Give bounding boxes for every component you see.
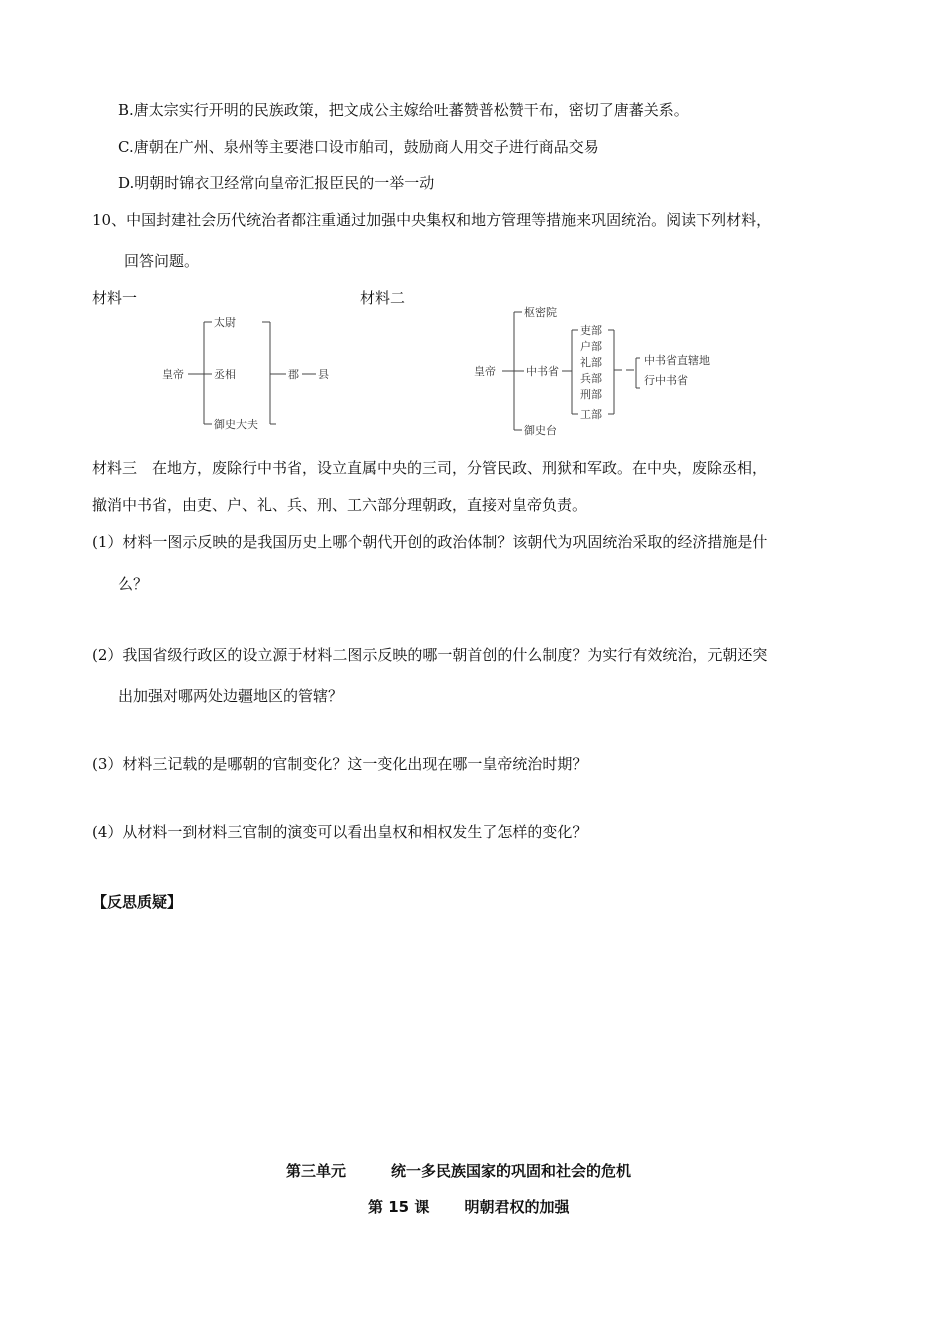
question-10-stem: 10、中国封建社会历代统治者都注重通过加强中央集权和地方管理等措施来巩固统治。阅读下列材料，	[92, 211, 772, 229]
m2-xing: 刑部	[580, 388, 602, 401]
material-1-diagram	[150, 312, 380, 437]
m2-hu: 户部	[580, 340, 602, 353]
sub-question-1: (1）材料一图示反映的是我国历史上哪个朝代开创的政治体制？该朝代为巩固统治采取的经济措施是什	[92, 533, 768, 551]
m2-li: 吏部	[580, 324, 602, 337]
m1-emperor: 皇帝	[162, 368, 184, 381]
sub-question-2-cont: 出加强对哪两处边疆地区的管辖？	[118, 687, 344, 705]
m2-bing: 兵部	[580, 372, 602, 385]
sub-question-1-cont: 么？	[118, 575, 149, 593]
m2-gong: 工部	[580, 408, 602, 421]
m2-li2: 礼部	[580, 356, 602, 369]
m1-county: 县	[318, 368, 329, 381]
m1-chengxiang: 丞相	[214, 368, 236, 381]
unit-title: 第三单元 统一多民族国家的巩固和社会的危机	[286, 1162, 632, 1180]
option-c: C.唐朝在广州、泉州等主要港口设市舶司，鼓励商人用交子进行商品交易	[118, 138, 599, 156]
m1-commandery: 郡	[288, 368, 299, 381]
material-2-label: 材料二	[360, 289, 406, 307]
m1-taiwei: 太尉	[214, 316, 236, 329]
sub-question-3: (3）材料三记载的是哪朝的官制变化？这一变化出现在哪一皇帝统治时期？	[92, 755, 588, 773]
m2-zhongshu: 中书省	[526, 365, 559, 378]
material-1-label: 材料一	[92, 289, 138, 307]
material-3-line2: 撤消中书省，由吏、户、礼、兵、刑、工六部分理朝政，直接对皇帝负责。	[92, 496, 588, 514]
m1-yushi: 御史大夫	[214, 418, 258, 431]
sub-question-4: (4）从材料一到材料三官制的演变可以看出皇权和相权发生了怎样的变化？	[92, 823, 588, 841]
option-b: B.唐太宗实行开明的民族政策，把文成公主嫁给吐蕃赞普松赞干布，密切了唐蕃关系。	[118, 101, 689, 119]
lesson-title: 第 15 课 明朝君权的加强	[368, 1198, 570, 1216]
m2-xingsheng: 行中书省	[644, 374, 688, 387]
m2-shumi: 枢密院	[524, 306, 557, 319]
option-d: D.明朝时锦衣卫经常向皇帝汇报臣民的一举一动	[118, 174, 435, 192]
reflection-heading: 【反思质疑】	[92, 893, 183, 911]
m2-yushitai: 御史台	[524, 424, 557, 437]
m2-direct: 中书省直辖地	[644, 354, 710, 367]
material-3-line1: 材料三 在地方，废除行中书省，设立直属中央的三司，分管民政、刑狱和军政。在中央，废除丞相，	[92, 459, 768, 477]
question-10-stem-cont: 回答问题。	[124, 252, 200, 270]
material-2-diagram	[468, 302, 748, 437]
m2-emperor: 皇帝	[474, 365, 496, 378]
sub-question-2: (2）我国省级行政区的设立源于材料二图示反映的哪一朝首创的什么制度？为实行有效统治，元朝还突	[92, 646, 768, 664]
